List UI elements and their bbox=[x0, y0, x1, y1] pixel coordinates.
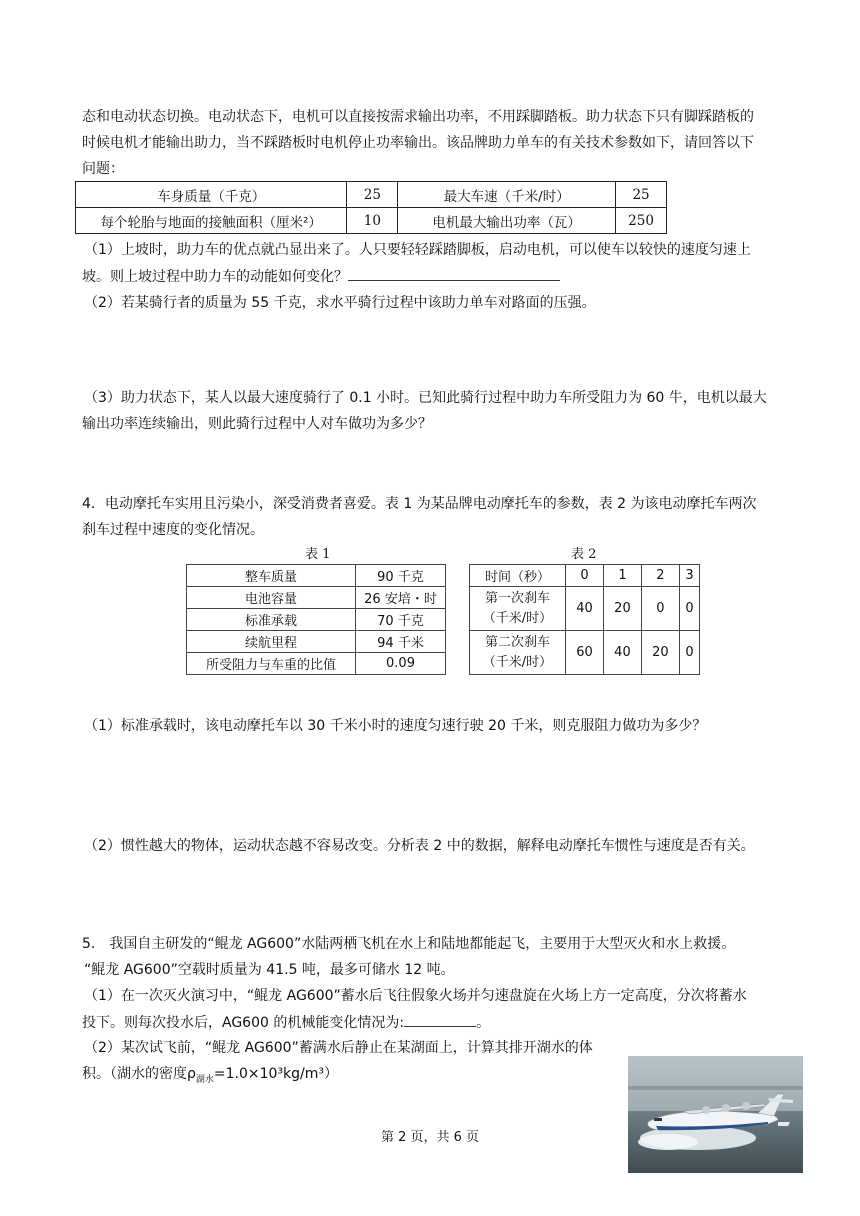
q5-part1-line2 bbox=[82, 1012, 490, 1033]
row-label-a: 第二次刹车 bbox=[484, 634, 550, 650]
intro-line-3: 问题： bbox=[82, 161, 124, 177]
table-cell bbox=[470, 587, 566, 631]
table-cell: 90 千克 bbox=[356, 565, 446, 587]
spec-cell: 最大车速（千米/时） bbox=[398, 182, 616, 208]
table-cell bbox=[470, 631, 566, 675]
table-cell: 60 bbox=[566, 631, 604, 675]
table-cell: 整车质量 bbox=[187, 565, 356, 587]
table-cell: 94 千米 bbox=[356, 631, 446, 653]
table-row bbox=[470, 565, 700, 587]
q5-part2-line2 bbox=[82, 1064, 338, 1090]
table-cell: 70 千克 bbox=[356, 609, 446, 631]
q3-part2: （2）若某骑行者的质量为 55 千克，求水平骑行过程中该助力单车对路面的压强。 bbox=[84, 295, 596, 311]
q3-part1-text: 坡。则上坡过程中助力车的动能如何变化？ bbox=[82, 269, 348, 285]
page-footer: 第 2 页，共 6 页 bbox=[380, 1130, 480, 1145]
spec-cell: 每个轮胎与地面的接触面积（厘米²） bbox=[76, 208, 347, 234]
q5-stem-line2: “鲲龙 AG600”空载时质量为 41.5 吨，最多可储水 12 吨。 bbox=[84, 962, 455, 978]
table-cell: 3 bbox=[679, 565, 699, 587]
table-cell: 0 bbox=[679, 631, 699, 675]
table-cell: 20 bbox=[603, 587, 641, 631]
table-cell: 时间（秒） bbox=[470, 565, 566, 587]
table-1 bbox=[186, 564, 446, 675]
intro-line-1: 态和电动状态切换。电动状态下，电机可以直接按需求输出功率，不用踩脚踏板。助力状态下只有脚踩踏板的 bbox=[82, 109, 754, 125]
spec-cell: 10 bbox=[347, 208, 398, 234]
table-cell: 续航里程 bbox=[187, 631, 356, 653]
table-cell: 40 bbox=[566, 587, 604, 631]
answer-blank[interactable] bbox=[404, 1012, 476, 1027]
spec-cell: 25 bbox=[616, 182, 667, 208]
q3-part1-line2 bbox=[82, 266, 560, 287]
q5-stem-line1: 5． 我国自主研发的“鲲龙 AG600”水陆两栖飞机在水上和陆地都能起飞，主要用于大型灭火和水上救援。 bbox=[82, 936, 736, 952]
row-label-a: 第一次刹车 bbox=[484, 590, 550, 606]
row-label-b: （千米/时） bbox=[482, 610, 553, 626]
q4-stem-line2: 刹车过程中速度的变化情况。 bbox=[82, 522, 264, 538]
q5-part2-text: 积。（湖水的密度ρ bbox=[82, 1066, 196, 1082]
table-row bbox=[187, 565, 446, 587]
row-label-b: （千米/时） bbox=[482, 654, 553, 670]
seaplane-icon bbox=[628, 1056, 803, 1173]
table-row bbox=[187, 631, 446, 653]
spec-table bbox=[75, 181, 667, 234]
table-row bbox=[187, 653, 446, 675]
table-cell: 0 bbox=[679, 587, 699, 631]
table-cell: 26 安培・时 bbox=[356, 587, 446, 609]
spec-cell: 250 bbox=[616, 208, 667, 234]
q3-part3-line2: 输出功率连续输出，则此骑行过程中人对车做功为多少？ bbox=[82, 416, 432, 432]
spec-cell: 车身质量（千克） bbox=[76, 182, 347, 208]
q4-part2: （2）惯性越大的物体，运动状态越不容易改变。分析表 2 中的数据，解释电动摩托车惯性与速度是否有关。 bbox=[84, 838, 755, 854]
table-cell: 所受阻力与车重的比值 bbox=[187, 653, 356, 675]
answer-blank[interactable] bbox=[348, 266, 560, 281]
table-cell: 标准承载 bbox=[187, 609, 356, 631]
table-row bbox=[470, 631, 700, 675]
q3-part1-line1: （1）上坡时，助力车的优点就凸显出来了。人只要轻轻踩踏脚板，启动电机，可以使车以较快的速度匀速上 bbox=[84, 242, 751, 258]
table-2 bbox=[469, 564, 700, 675]
table-row bbox=[187, 609, 446, 631]
q5-part1-line1: （1）在一次灭火演习中，“鲲龙 AG600”蓄水后飞往假象火场并匀速盘旋在火场上方一定高度，分次将蓄水 bbox=[84, 988, 747, 1004]
spec-cell: 电机最大输出功率（瓦） bbox=[398, 208, 616, 234]
table-row bbox=[470, 587, 700, 631]
table-cell: 0 bbox=[566, 565, 604, 587]
q5-part1-text: 投下。则每次投水后，AG600 的机械能变化情况为: bbox=[82, 1015, 405, 1031]
intro-line-2: 时候电机才能输出助力，当不踩踏板时电机停止功率输出。该品牌助力单车的有关技术参数如下，请回答以下 bbox=[82, 135, 754, 151]
table-cell: 40 bbox=[603, 631, 641, 675]
q3-part3-line1: （3）助力状态下，某人以最大速度骑行了 0.1 小时。已知此骑行过程中助力车所受阻力为 60 牛，电机以最大 bbox=[84, 390, 767, 406]
q5-part2-line1: （2）某次试飞前，“鲲龙 AG600”蓄满水后静止在某湖面上，计算其排开湖水的体 bbox=[84, 1040, 593, 1056]
spec-cell: 25 bbox=[347, 182, 398, 208]
table-row bbox=[187, 587, 446, 609]
table-cell: 0.09 bbox=[356, 653, 446, 675]
q5-part1-end: 。 bbox=[476, 1015, 491, 1031]
table-cell: 1 bbox=[603, 565, 641, 587]
q5-part2-formula: =1.0×10³kg/m³） bbox=[213, 1066, 339, 1082]
q4-part1: （1）标准承载时，该电动摩托车以 30 千米小时的速度匀速行驶 20 千米，则克服阻力做功为多少？ bbox=[84, 718, 707, 734]
table-cell: 0 bbox=[641, 587, 679, 631]
table-cell: 2 bbox=[641, 565, 679, 587]
table2-caption: 表 2 bbox=[571, 547, 597, 562]
density-subscript: 湖水 bbox=[195, 1074, 214, 1085]
q4-stem-line1: 4．电动摩托车实用且污染小，深受消费者喜爱。表 1 为某品牌电动摩托车的参数，表 2 为该电动摩托车两次 bbox=[82, 496, 757, 512]
table-cell: 20 bbox=[641, 631, 679, 675]
table1-caption: 表 1 bbox=[305, 547, 331, 562]
seaplane-photo bbox=[628, 1056, 803, 1173]
table-cell: 电池容量 bbox=[187, 587, 356, 609]
